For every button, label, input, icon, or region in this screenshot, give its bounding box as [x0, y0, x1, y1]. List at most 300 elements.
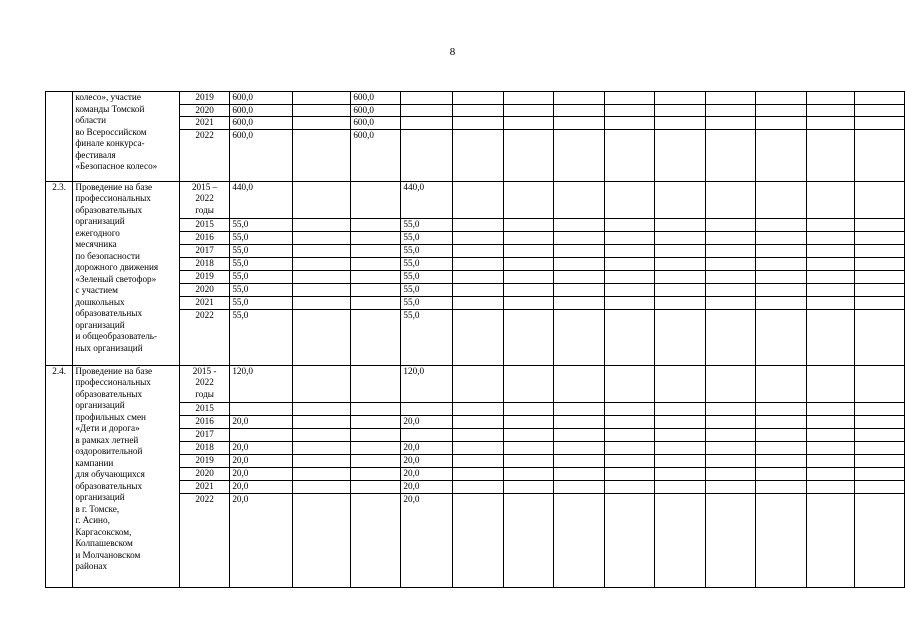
- description-line: дорожного движения: [75, 262, 159, 272]
- empty-cell: [503, 296, 553, 309]
- empty-cell: [503, 244, 553, 257]
- description-line: организаций: [75, 216, 125, 226]
- empty-cell: [855, 244, 905, 257]
- year-cell: [179, 415, 229, 428]
- value-cell: 55,0: [401, 244, 453, 257]
- empty-cell: [453, 92, 503, 105]
- empty-cell: [806, 218, 855, 231]
- description-line: по безопасности: [75, 250, 140, 261]
- year-cell: [179, 480, 229, 493]
- value-cell: 55,0: [230, 231, 293, 244]
- empty-cell: [453, 181, 503, 218]
- empty-cell: [503, 257, 553, 270]
- empty-cell: [503, 402, 553, 415]
- description-line: в г. Томске,: [75, 503, 120, 514]
- empty-cell: [655, 257, 705, 270]
- value-cell: 600,0: [230, 104, 293, 117]
- empty-cell: [604, 257, 654, 270]
- empty-cell: [554, 493, 604, 587]
- empty-cell: [453, 467, 503, 480]
- empty-cell: [655, 428, 705, 441]
- empty-cell: [554, 283, 604, 296]
- empty-cell: [503, 309, 553, 365]
- value-cell: 120,0: [230, 365, 293, 402]
- value-cell: 20,0: [230, 454, 293, 467]
- empty-cell: [503, 129, 553, 181]
- year-line: 2018: [195, 441, 214, 452]
- empty-cell: [705, 244, 755, 257]
- year-cell: [179, 441, 229, 454]
- value-cell: [293, 454, 351, 467]
- empty-cell: [705, 415, 755, 428]
- value-cell: 20,0: [230, 480, 293, 493]
- empty-cell: [453, 428, 503, 441]
- value-cell: 55,0: [230, 309, 293, 365]
- empty-cell: [855, 231, 905, 244]
- empty-cell: [604, 244, 654, 257]
- year-line: 2022: [195, 193, 214, 203]
- empty-cell: [806, 296, 855, 309]
- description-line: фестиваля: [75, 149, 116, 160]
- description-line: в рамках летней: [75, 434, 139, 445]
- description-line: районах: [75, 561, 108, 571]
- empty-cell: [806, 244, 855, 257]
- value-cell: 600,0: [230, 129, 293, 181]
- empty-cell: [705, 181, 755, 218]
- empty-cell: [503, 283, 553, 296]
- empty-cell: [554, 244, 604, 257]
- empty-cell: [604, 92, 654, 105]
- year-cell: [179, 467, 229, 480]
- value-cell: [351, 181, 401, 218]
- item-number: 2.4.: [46, 365, 73, 587]
- description-line: с участием: [75, 285, 118, 295]
- empty-cell: [806, 257, 855, 270]
- empty-cell: [855, 181, 905, 218]
- year-line: 2015 -: [192, 365, 217, 376]
- empty-cell: [855, 480, 905, 493]
- empty-cell: [855, 129, 905, 181]
- description-line: «Зеленый светофор»: [75, 273, 157, 284]
- value-cell: 20,0: [401, 415, 453, 428]
- year-line: 2019: [195, 454, 214, 465]
- empty-cell: [453, 270, 503, 283]
- value-cell: [293, 493, 351, 587]
- empty-cell: [453, 283, 503, 296]
- empty-cell: [756, 270, 806, 283]
- value-cell: [293, 415, 351, 428]
- empty-cell: [705, 270, 755, 283]
- value-cell: 55,0: [230, 244, 293, 257]
- empty-cell: [806, 104, 855, 117]
- empty-cell: [655, 441, 705, 454]
- empty-cell: [756, 283, 806, 296]
- value-cell: 55,0: [401, 270, 453, 283]
- description-line: во Всероссийском: [75, 126, 147, 137]
- year-line: 2017: [195, 244, 214, 255]
- value-cell: [293, 283, 351, 296]
- value-cell: 55,0: [401, 309, 453, 365]
- year-cell: [179, 104, 229, 117]
- year-cell: [179, 92, 229, 105]
- empty-cell: [503, 428, 553, 441]
- description-line: кампании: [75, 457, 114, 468]
- empty-cell: [806, 467, 855, 480]
- empty-cell: [554, 480, 604, 493]
- table-row: [46, 181, 905, 218]
- value-cell: [293, 467, 351, 480]
- empty-cell: [503, 441, 553, 454]
- empty-cell: [705, 257, 755, 270]
- description-line: профильных смен: [75, 411, 146, 422]
- empty-cell: [554, 129, 604, 181]
- year-line: 2021: [195, 296, 214, 307]
- value-cell: 55,0: [230, 257, 293, 270]
- empty-cell: [604, 480, 654, 493]
- value-cell: 55,0: [230, 270, 293, 283]
- empty-cell: [604, 309, 654, 365]
- empty-cell: [655, 104, 705, 117]
- year-cell: [179, 428, 229, 441]
- empty-cell: [503, 181, 553, 218]
- program-table-body: [46, 92, 905, 588]
- value-cell: [351, 244, 401, 257]
- year-line: 2021: [195, 117, 214, 127]
- empty-cell: [756, 104, 806, 117]
- description-line: образовательных: [75, 204, 143, 215]
- year-cell: [179, 454, 229, 467]
- empty-cell: [655, 283, 705, 296]
- empty-cell: [655, 92, 705, 105]
- empty-cell: [503, 415, 553, 428]
- empty-cell: [554, 402, 604, 415]
- value-cell: 20,0: [401, 493, 453, 587]
- description-line: ных организаций: [75, 342, 143, 353]
- empty-cell: [604, 441, 654, 454]
- empty-cell: [806, 441, 855, 454]
- empty-cell: [503, 92, 553, 105]
- empty-cell: [503, 493, 553, 587]
- empty-cell: [705, 365, 755, 402]
- empty-cell: [756, 218, 806, 231]
- empty-cell: [705, 231, 755, 244]
- year-line: 2022: [195, 129, 214, 140]
- description-line: организаций: [75, 319, 125, 330]
- empty-cell: [554, 181, 604, 218]
- value-cell: 600,0: [351, 117, 401, 130]
- value-cell: 600,0: [230, 92, 293, 105]
- value-cell: 20,0: [401, 454, 453, 467]
- empty-cell: [604, 129, 654, 181]
- value-cell: [401, 117, 453, 130]
- empty-cell: [855, 309, 905, 365]
- value-cell: [351, 480, 401, 493]
- description-line: команды Томской: [75, 103, 145, 114]
- value-cell: [293, 428, 351, 441]
- year-cell: [179, 231, 229, 244]
- year-cell: [179, 218, 229, 231]
- value-cell: [351, 402, 401, 415]
- value-cell: [293, 309, 351, 365]
- value-cell: [351, 296, 401, 309]
- empty-cell: [855, 296, 905, 309]
- empty-cell: [806, 309, 855, 365]
- value-cell: [293, 181, 351, 218]
- page-number: 8: [449, 46, 456, 58]
- empty-cell: [756, 309, 806, 365]
- description-line: профессиональных: [75, 377, 151, 387]
- value-cell: 600,0: [230, 117, 293, 130]
- empty-cell: [855, 270, 905, 283]
- empty-cell: [705, 480, 755, 493]
- value-cell: 55,0: [401, 231, 453, 244]
- empty-cell: [655, 244, 705, 257]
- empty-cell: [453, 296, 503, 309]
- value-cell: 20,0: [401, 480, 453, 493]
- year-line: годы: [195, 204, 214, 215]
- year-cell: [179, 365, 229, 402]
- value-cell: [351, 283, 401, 296]
- empty-cell: [655, 454, 705, 467]
- description-line: Проведение на базе: [75, 365, 153, 376]
- value-cell: 20,0: [401, 467, 453, 480]
- empty-cell: [503, 467, 553, 480]
- empty-cell: [855, 257, 905, 270]
- value-cell: [293, 270, 351, 283]
- year-line: 2018: [195, 257, 214, 268]
- empty-cell: [604, 493, 654, 587]
- empty-cell: [604, 104, 654, 117]
- empty-cell: [655, 415, 705, 428]
- empty-cell: [453, 129, 503, 181]
- empty-cell: [756, 296, 806, 309]
- value-cell: 20,0: [230, 467, 293, 480]
- empty-cell: [855, 365, 905, 402]
- value-cell: [230, 402, 293, 415]
- empty-cell: [705, 493, 755, 587]
- empty-cell: [806, 181, 855, 218]
- description-line: области: [75, 115, 107, 125]
- value-cell: 440,0: [230, 181, 293, 218]
- empty-cell: [806, 480, 855, 493]
- empty-cell: [806, 402, 855, 415]
- value-cell: [401, 428, 453, 441]
- year-cell: [179, 270, 229, 283]
- year-line: 2020: [195, 467, 214, 478]
- description-line: организаций: [75, 492, 125, 502]
- empty-cell: [855, 283, 905, 296]
- empty-cell: [756, 454, 806, 467]
- description-line: Каргасокском,: [75, 526, 132, 537]
- empty-cell: [855, 402, 905, 415]
- empty-cell: [806, 283, 855, 296]
- empty-cell: [604, 467, 654, 480]
- value-cell: 600,0: [351, 104, 401, 117]
- value-cell: 20,0: [230, 493, 293, 587]
- description-line: и Молчановском: [75, 549, 141, 560]
- value-cell: [293, 231, 351, 244]
- value-cell: [293, 296, 351, 309]
- description-line: образовательных: [75, 388, 143, 399]
- empty-cell: [554, 365, 604, 402]
- empty-cell: [855, 104, 905, 117]
- value-cell: [351, 428, 401, 441]
- empty-cell: [756, 129, 806, 181]
- empty-cell: [655, 117, 705, 130]
- empty-cell: [655, 467, 705, 480]
- empty-cell: [453, 231, 503, 244]
- empty-cell: [554, 441, 604, 454]
- empty-cell: [503, 480, 553, 493]
- value-cell: 55,0: [401, 296, 453, 309]
- empty-cell: [756, 415, 806, 428]
- empty-cell: [503, 231, 553, 244]
- empty-cell: [453, 402, 503, 415]
- value-cell: [293, 244, 351, 257]
- empty-cell: [806, 270, 855, 283]
- value-cell: [293, 104, 351, 117]
- description-line: оздоровительной: [75, 446, 143, 456]
- empty-cell: [503, 365, 553, 402]
- year-cell: [179, 309, 229, 365]
- item-description: [73, 365, 180, 587]
- empty-cell: [756, 365, 806, 402]
- empty-cell: [554, 231, 604, 244]
- empty-cell: [604, 117, 654, 130]
- table-row: [46, 92, 905, 105]
- value-cell: 440,0: [401, 181, 453, 218]
- empty-cell: [453, 493, 503, 587]
- year-cell: [179, 283, 229, 296]
- year-cell: [179, 181, 229, 218]
- empty-cell: [655, 129, 705, 181]
- empty-cell: [756, 181, 806, 218]
- year-cell: [179, 402, 229, 415]
- empty-cell: [503, 218, 553, 231]
- empty-cell: [453, 309, 503, 365]
- description-line: «Дети и дорога»: [75, 423, 140, 433]
- value-cell: 55,0: [230, 283, 293, 296]
- value-cell: 55,0: [401, 218, 453, 231]
- value-cell: [351, 467, 401, 480]
- value-cell: [351, 441, 401, 454]
- value-cell: [293, 218, 351, 231]
- empty-cell: [705, 441, 755, 454]
- year-line: 2017: [195, 428, 214, 439]
- year-line: 2020: [195, 104, 214, 115]
- value-cell: [401, 92, 453, 105]
- empty-cell: [554, 218, 604, 231]
- value-cell: 600,0: [351, 129, 401, 181]
- year-cell: [179, 117, 229, 130]
- empty-cell: [655, 309, 705, 365]
- empty-cell: [705, 454, 755, 467]
- empty-cell: [806, 117, 855, 130]
- empty-cell: [756, 244, 806, 257]
- value-cell: [351, 257, 401, 270]
- year-cell: [179, 257, 229, 270]
- empty-cell: [554, 309, 604, 365]
- empty-cell: [855, 415, 905, 428]
- year-cell: [179, 296, 229, 309]
- year-line: 2015: [195, 402, 214, 413]
- empty-cell: [806, 493, 855, 587]
- empty-cell: [604, 454, 654, 467]
- empty-cell: [453, 480, 503, 493]
- empty-cell: [705, 402, 755, 415]
- empty-cell: [855, 117, 905, 130]
- empty-cell: [503, 454, 553, 467]
- year-line: 2019: [195, 92, 214, 102]
- empty-cell: [453, 218, 503, 231]
- empty-cell: [756, 480, 806, 493]
- empty-cell: [604, 296, 654, 309]
- empty-cell: [655, 493, 705, 587]
- value-cell: [293, 92, 351, 105]
- description-line: ежегодного: [75, 227, 120, 238]
- empty-cell: [604, 428, 654, 441]
- empty-cell: [453, 244, 503, 257]
- empty-cell: [554, 92, 604, 105]
- description-line: дошкольных: [75, 296, 125, 307]
- empty-cell: [604, 283, 654, 296]
- year-line: 2022: [195, 493, 214, 504]
- description-line: финале конкурса-: [75, 138, 145, 148]
- empty-cell: [705, 129, 755, 181]
- year-line: 2016: [195, 415, 214, 426]
- value-cell: [230, 428, 293, 441]
- value-cell: [351, 493, 401, 587]
- empty-cell: [604, 181, 654, 218]
- item-number: [46, 92, 73, 182]
- empty-cell: [554, 454, 604, 467]
- value-cell: [351, 231, 401, 244]
- description-line: Колпашевском: [75, 538, 133, 548]
- empty-cell: [855, 92, 905, 105]
- value-cell: [293, 365, 351, 402]
- year-line: 2021: [195, 480, 214, 491]
- empty-cell: [604, 218, 654, 231]
- empty-cell: [655, 231, 705, 244]
- empty-cell: [453, 454, 503, 467]
- value-cell: [293, 257, 351, 270]
- program-table: [45, 91, 905, 588]
- empty-cell: [756, 92, 806, 105]
- empty-cell: [806, 415, 855, 428]
- value-cell: 20,0: [401, 441, 453, 454]
- empty-cell: [705, 104, 755, 117]
- empty-cell: [756, 402, 806, 415]
- empty-cell: [503, 104, 553, 117]
- item-description: [73, 92, 180, 182]
- empty-cell: [554, 415, 604, 428]
- value-cell: [351, 454, 401, 467]
- empty-cell: [604, 270, 654, 283]
- value-cell: [293, 441, 351, 454]
- value-cell: 20,0: [230, 415, 293, 428]
- year-cell: [179, 244, 229, 257]
- empty-cell: [655, 402, 705, 415]
- empty-cell: [503, 270, 553, 283]
- description-line: для обучающихся: [75, 469, 145, 479]
- empty-cell: [453, 365, 503, 402]
- description-line: организаций: [75, 400, 125, 410]
- empty-cell: [453, 104, 503, 117]
- empty-cell: [655, 296, 705, 309]
- empty-cell: [705, 218, 755, 231]
- empty-cell: [756, 428, 806, 441]
- value-cell: [351, 270, 401, 283]
